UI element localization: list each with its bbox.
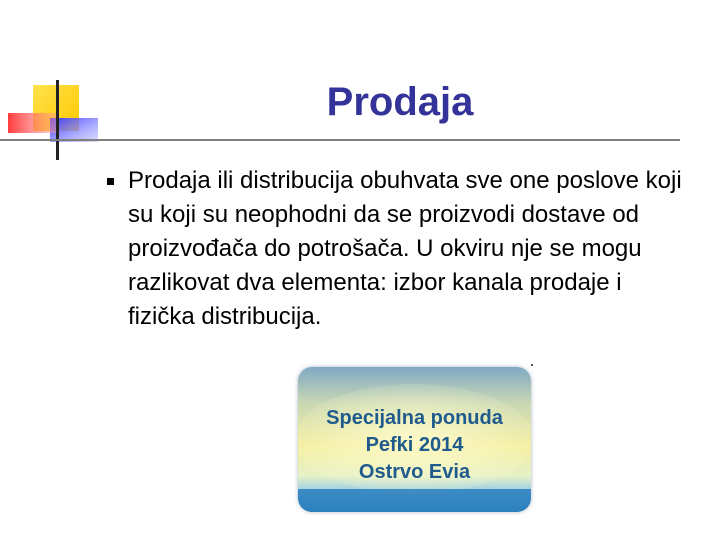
promo-banner	[298, 367, 531, 512]
banner-line-island: Ostrvo Evia	[358, 461, 471, 483]
slide-decoration	[0, 0, 110, 170]
stray-dot	[531, 364, 533, 366]
title-divider	[32, 139, 680, 141]
banner-line-place: Pefki 2014	[365, 434, 464, 456]
banner-line-offer: Specijalna ponuda	[326, 407, 503, 429]
slide-title: Prodaja	[326, 80, 474, 124]
bullet-text: Prodaja ili distribucija obuhvata sve one poslove koji su koji su neophodni da se proizvodi dostave od proizvođača do potrošača. U okviru nje se mogu razlikovat dva elementa: izbor kanala prodaje i fizička distribucija.	[128, 167, 682, 330]
bullet-marker	[107, 178, 114, 185]
